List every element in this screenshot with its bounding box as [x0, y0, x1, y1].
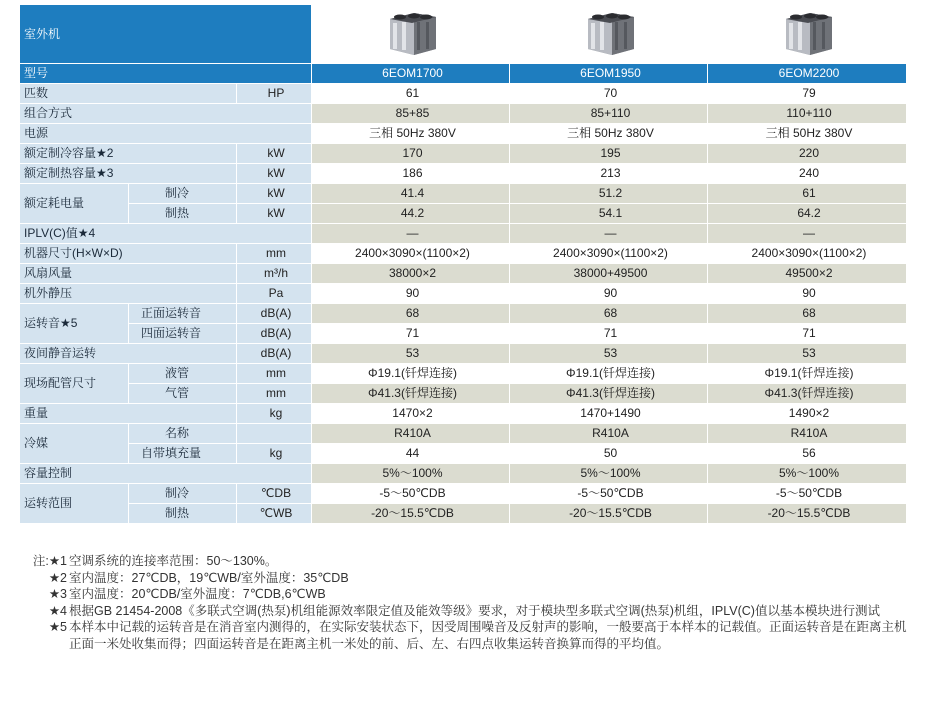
- table-row: [20, 384, 907, 404]
- cell-value: R410A: [312, 424, 510, 444]
- cell-value: Φ41.3(钎焊连接): [312, 384, 510, 404]
- cell-value: 90: [510, 284, 708, 304]
- cell-value: -5～50℃DB: [510, 484, 708, 504]
- cell-value: Φ19.1(钎焊连接): [708, 364, 907, 384]
- footnote-marker: ★4: [48, 603, 67, 618]
- row-label: 机外静压: [20, 284, 237, 304]
- table-row: [20, 504, 907, 524]
- table-row: [20, 464, 907, 484]
- footnote: [19, 570, 909, 587]
- row-label: 风扇风量: [20, 264, 237, 284]
- table-row: [20, 264, 907, 284]
- cell-value: 68: [312, 304, 510, 324]
- model-name: 6EOM1700: [312, 64, 510, 84]
- row-sublabel: 制冷: [129, 184, 237, 204]
- table-row: [20, 104, 907, 124]
- footnote: [19, 586, 909, 603]
- row-unit: mm: [237, 244, 312, 264]
- cell-value: 186: [312, 164, 510, 184]
- unit-image-cell: [312, 5, 510, 64]
- cell-value: -5～50℃DB: [312, 484, 510, 504]
- table-row: [20, 124, 907, 144]
- footnote-marker: ★2: [48, 570, 67, 585]
- footnote-text: 室内温度：20℃DB/室外温度：7℃DB,6℃WB: [69, 587, 326, 601]
- cell-value: 79: [708, 84, 907, 104]
- cell-value: —: [510, 224, 708, 244]
- cell-value: 61: [708, 184, 907, 204]
- row-unit: m³/h: [237, 264, 312, 284]
- cell-value: 61: [312, 84, 510, 104]
- row-sublabel: 正面运转音: [129, 304, 237, 324]
- cell-value: 三相 50Hz 380V: [510, 124, 708, 144]
- cell-value: 70: [510, 84, 708, 104]
- cell-value: 51.2: [510, 184, 708, 204]
- model-label: 型号: [20, 64, 312, 84]
- cell-value: 71: [312, 324, 510, 344]
- table-row: [20, 324, 907, 344]
- cell-value: -20～15.5℃DB: [312, 504, 510, 524]
- row-unit: ℃WB: [237, 504, 312, 524]
- cell-value: 5%～100%: [708, 464, 907, 484]
- cell-value: 68: [708, 304, 907, 324]
- model-name: 6EOM1950: [510, 64, 708, 84]
- table-row: [20, 344, 907, 364]
- table-row: [20, 404, 907, 424]
- cell-value: 38000×2: [312, 264, 510, 284]
- outdoor-unit-image: [780, 5, 838, 57]
- table-row: [20, 244, 907, 264]
- cell-value: 53: [510, 344, 708, 364]
- footnote-marker: ★3: [48, 587, 67, 601]
- cell-value: —: [708, 224, 907, 244]
- cell-value: Φ41.3(钎焊连接): [708, 384, 907, 404]
- header-row: [20, 5, 907, 64]
- cell-value: -20～15.5℃DB: [510, 504, 708, 524]
- outdoor-unit-image: [582, 5, 640, 57]
- row-label: 重量: [20, 404, 237, 424]
- table-row: [20, 444, 907, 464]
- cell-value: 1470+1490: [510, 404, 708, 424]
- row-sublabel: 名称: [129, 424, 237, 444]
- cell-value: Φ41.3(钎焊连接): [510, 384, 708, 404]
- row-unit: HP: [237, 84, 312, 104]
- row-label: 机器尺寸(H×W×D): [20, 244, 237, 264]
- cell-value: 49500×2: [708, 264, 907, 284]
- row-label: 额定制冷容量★2: [20, 144, 237, 164]
- cell-value: 64.2: [708, 204, 907, 224]
- table-row: [20, 204, 907, 224]
- cell-value: 170: [312, 144, 510, 164]
- footnote-text: 本样本中记载的运转音是在消音室内测得的，在实际安装状态下，因受周围噪音及反射声的影响，一般要高于本样本的记载值。正面运转音是在距离主机正面一米处收集而得；四面运转音是在距离主机一米处的前、后、左、右四点收集运转音换算而得的平均值。: [69, 620, 907, 651]
- footnote: [19, 603, 909, 620]
- footnote-text: 室内温度：27℃DB，19℃WB/室外温度：35℃DB: [69, 570, 349, 585]
- row-label: 额定制热容量★3: [20, 164, 237, 184]
- cell-value: Φ19.1(钎焊连接): [312, 364, 510, 384]
- cell-value: 5%～100%: [510, 464, 708, 484]
- row-unit: dB(A): [237, 344, 312, 364]
- outdoor-unit-image: [384, 5, 442, 57]
- table-title: 室外机: [20, 5, 312, 64]
- table-row: [20, 284, 907, 304]
- row-unit: dB(A): [237, 304, 312, 324]
- row-unit: kg: [237, 404, 312, 424]
- row-label: 冷媒: [20, 424, 129, 464]
- spec-table: [19, 4, 907, 524]
- footnote-text: 空调系统的连接率范围：50～130%。: [69, 554, 278, 568]
- cell-value: 53: [708, 344, 907, 364]
- cell-value: 53: [312, 344, 510, 364]
- table-row: [20, 144, 907, 164]
- footnotes: [19, 553, 909, 652]
- table-row: [20, 84, 907, 104]
- cell-value: 5%～100%: [312, 464, 510, 484]
- unit-image-cell: [510, 5, 708, 64]
- cell-value: 44: [312, 444, 510, 464]
- cell-value: 2400×3090×(1100×2): [708, 244, 907, 264]
- cell-value: 38000+49500: [510, 264, 708, 284]
- table-row: [20, 184, 907, 204]
- cell-value: 68: [510, 304, 708, 324]
- row-unit: mm: [237, 384, 312, 404]
- row-sublabel: 液管: [129, 364, 237, 384]
- footnote-marker: ★5: [48, 620, 67, 634]
- cell-value: 213: [510, 164, 708, 184]
- cell-value: 220: [708, 144, 907, 164]
- row-label: 电源: [20, 124, 312, 144]
- cell-value: 41.4: [312, 184, 510, 204]
- row-unit: ℃DB: [237, 484, 312, 504]
- cell-value: 240: [708, 164, 907, 184]
- row-label: 夜间静音运转: [20, 344, 237, 364]
- row-sublabel: 制热: [129, 504, 237, 524]
- cell-value: 1490×2: [708, 404, 907, 424]
- row-unit: kW: [237, 184, 312, 204]
- row-label: 匹数: [20, 84, 237, 104]
- cell-value: 2400×3090×(1100×2): [312, 244, 510, 264]
- cell-value: 85+85: [312, 104, 510, 124]
- row-sublabel: 制热: [129, 204, 237, 224]
- row-label: 运转范围: [20, 484, 129, 524]
- cell-value: 56: [708, 444, 907, 464]
- model-row: [20, 64, 907, 84]
- cell-value: Φ19.1(钎焊连接): [510, 364, 708, 384]
- row-label: 组合方式: [20, 104, 312, 124]
- row-unit: kW: [237, 144, 312, 164]
- table-row: [20, 224, 907, 244]
- row-sublabel: 自带填充量: [129, 444, 237, 464]
- footnote-text: 根据GB 21454-2008《多联式空调(热泵)机组能源效率限定值及能效等级》要求，对于模块型多联式空调(热泵)机组，IPLV(C)值以基本模块进行测试: [69, 603, 880, 618]
- footnote-marker: 注:★1: [32, 554, 67, 568]
- cell-value: 71: [708, 324, 907, 344]
- row-sublabel: 四面运转音: [129, 324, 237, 344]
- row-unit: dB(A): [237, 324, 312, 344]
- table-row: [20, 484, 907, 504]
- cell-value: 54.1: [510, 204, 708, 224]
- cell-value: 2400×3090×(1100×2): [510, 244, 708, 264]
- cell-value: -20～15.5℃DB: [708, 504, 907, 524]
- cell-value: R410A: [708, 424, 907, 444]
- row-unit: kg: [237, 444, 312, 464]
- row-label: 额定耗电量: [20, 184, 129, 224]
- row-label: 运转音★5: [20, 304, 129, 344]
- cell-value: 195: [510, 144, 708, 164]
- footnote: [19, 553, 909, 570]
- table-row: [20, 164, 907, 184]
- cell-value: 90: [708, 284, 907, 304]
- cell-value: -5～50℃DB: [708, 484, 907, 504]
- cell-value: 三相 50Hz 380V: [708, 124, 907, 144]
- table-row: [20, 424, 907, 444]
- footnote: [19, 619, 909, 652]
- cell-value: —: [312, 224, 510, 244]
- row-label: 现场配管尺寸: [20, 364, 129, 404]
- cell-value: 110+110: [708, 104, 907, 124]
- row-unit: kW: [237, 204, 312, 224]
- table-row: [20, 304, 907, 324]
- row-sublabel: 气管: [129, 384, 237, 404]
- table-row: [20, 364, 907, 384]
- unit-image-cell: [708, 5, 907, 64]
- cell-value: R410A: [510, 424, 708, 444]
- row-label: 容量控制: [20, 464, 312, 484]
- cell-value: 44.2: [312, 204, 510, 224]
- cell-value: 三相 50Hz 380V: [312, 124, 510, 144]
- row-unit: Pa: [237, 284, 312, 304]
- model-name: 6EOM2200: [708, 64, 907, 84]
- cell-value: 1470×2: [312, 404, 510, 424]
- row-unit: kW: [237, 164, 312, 184]
- cell-value: 90: [312, 284, 510, 304]
- cell-value: 71: [510, 324, 708, 344]
- row-unit: [237, 424, 312, 444]
- cell-value: 50: [510, 444, 708, 464]
- row-sublabel: 制冷: [129, 484, 237, 504]
- cell-value: 85+110: [510, 104, 708, 124]
- row-unit: mm: [237, 364, 312, 384]
- row-label: IPLV(C)值★4: [20, 224, 312, 244]
